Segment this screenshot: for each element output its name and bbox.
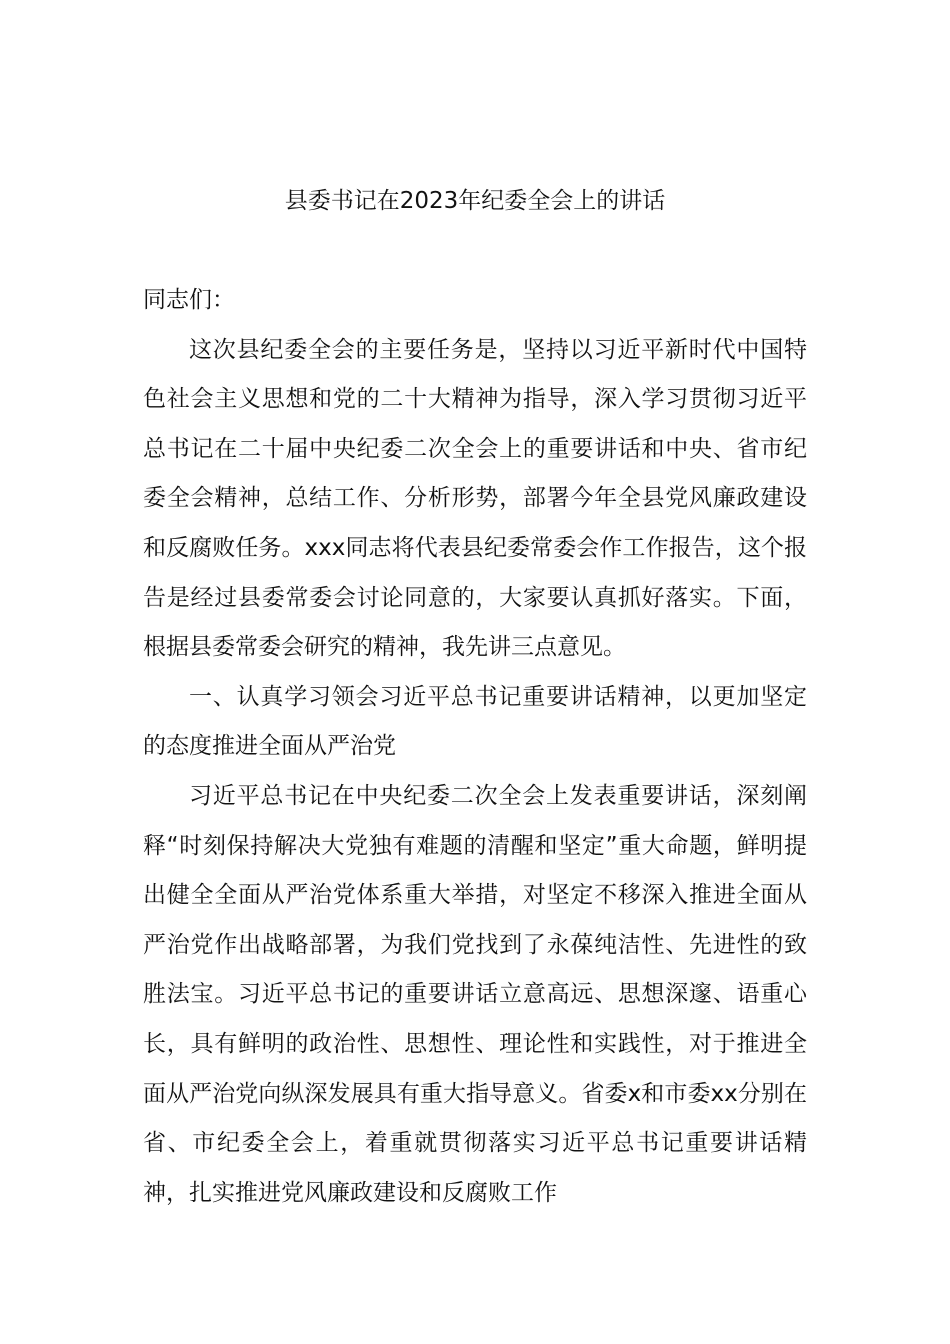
document-body — [143, 276, 807, 1218]
paragraph-section-1: 习近平总书记在中央纪委二次全会上发表重要讲话，深刻阐释“时刻保持解决大党独有难题的清醒和坚定”重大命题，鲜明提出健全全面从严治党体系重大举措，对坚定不移深入推进全面从严治党作出战略部署，为我们党找到了永葆纯洁性、先进性的致胜法宝。习近平总书记的重要讲话立意高远、思想深邃、语重心长，具有鲜明的政治性、思想性、理论性和实践性，对于推进全面从严治党向纵深发展具有重大指导意义。省委x和市委xx分别在省、市纪委全会上，着重就贯彻落实习近平总书记重要讲话精神，扎实推进党风廉政建设和反腐败工作 — [143, 782, 807, 1206]
paragraph-intro: 这次县纪委全会的主要任务是，坚持以习近平新时代中国特色社会主义思想和党的二十大精神为指导，深入学习贯彻习近平总书记在二十届中央纪委二次全会上的重要讲话和中央、省市纪委全会精神，总结工作、分析形势，部署今年全县党风廉政建设和反腐败任务。xxx同志将代表县纪委常委会作工作报告，这个报告是经过县委常委会讨论同意的，大家要认真抓好落实。下面，根据县委常委会研究的精神，我先讲三点意见。 — [143, 336, 807, 661]
document-title: 县委书记在2023年纪委全会上的讲话 — [284, 188, 666, 214]
section-heading-1: 一、认真学习领会习近平总书记重要讲话精神，以更加坚定的态度推进全面从严治党 — [143, 683, 807, 760]
salutation: 同志们： — [143, 287, 235, 313]
